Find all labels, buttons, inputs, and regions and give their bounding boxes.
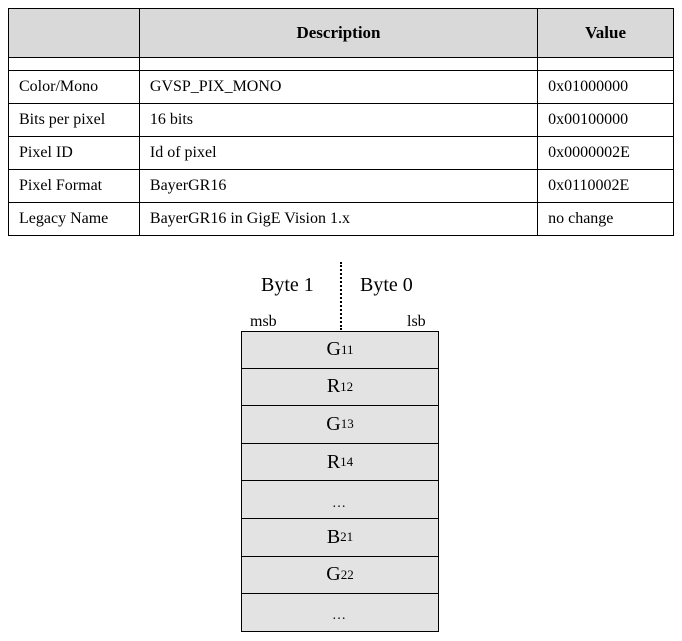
row-value: 0x0000002E (538, 137, 674, 170)
pixel-letter: B (326, 525, 341, 548)
header-value: Value (538, 9, 674, 58)
pixel-cell (241, 369, 439, 407)
pixel-cell (241, 331, 439, 369)
pixel-letter: G (326, 563, 341, 586)
row-value: 0x0110002E (538, 170, 674, 203)
pixel-cell (241, 444, 439, 482)
pixel-letter: G (326, 338, 341, 361)
ellipsis: … (332, 608, 348, 624)
pixel-index: 13 (340, 416, 354, 432)
pixel-index: 11 (340, 341, 354, 357)
byte0-label: Byte 0 (360, 274, 413, 296)
pixel-letter: R (326, 450, 341, 473)
row-value: no change (538, 203, 674, 236)
row-name: Legacy Name (9, 203, 140, 236)
pixel-cell-ellipsis (241, 481, 439, 519)
row-description: BayerGR16 in GigE Vision 1.x (139, 203, 537, 236)
ellipsis: … (332, 495, 348, 511)
row-name: Pixel ID (9, 137, 140, 170)
byte-divider (340, 262, 342, 330)
pixel-letter: G (326, 412, 341, 435)
pixel-index: 12 (340, 378, 354, 394)
pixel-stack (241, 331, 439, 632)
lsb-label: lsb (407, 313, 426, 330)
byte1-label: Byte 1 (261, 274, 314, 296)
pixel-cell-ellipsis (241, 594, 439, 632)
pixel-index: 14 (340, 454, 354, 470)
row-description: BayerGR16 (139, 170, 537, 203)
pixel-cell (241, 406, 439, 444)
pixel-letter: R (326, 375, 341, 398)
row-description: Id of pixel (139, 137, 537, 170)
row-description: GVSP_PIX_MONO (139, 71, 537, 104)
row-name: Bits per pixel (9, 104, 140, 137)
pixel-cell (241, 519, 439, 557)
row-name: Color/Mono (9, 71, 140, 104)
row-description: 16 bits (139, 104, 537, 137)
msb-label: msb (250, 313, 277, 330)
header-description: Description (139, 9, 537, 58)
row-value: 0x00100000 (538, 104, 674, 137)
pixel-index: 22 (340, 566, 354, 582)
pixel-cell (241, 557, 439, 595)
row-name: Pixel Format (9, 170, 140, 203)
row-value: 0x01000000 (538, 71, 674, 104)
pixel-index: 21 (340, 529, 354, 545)
